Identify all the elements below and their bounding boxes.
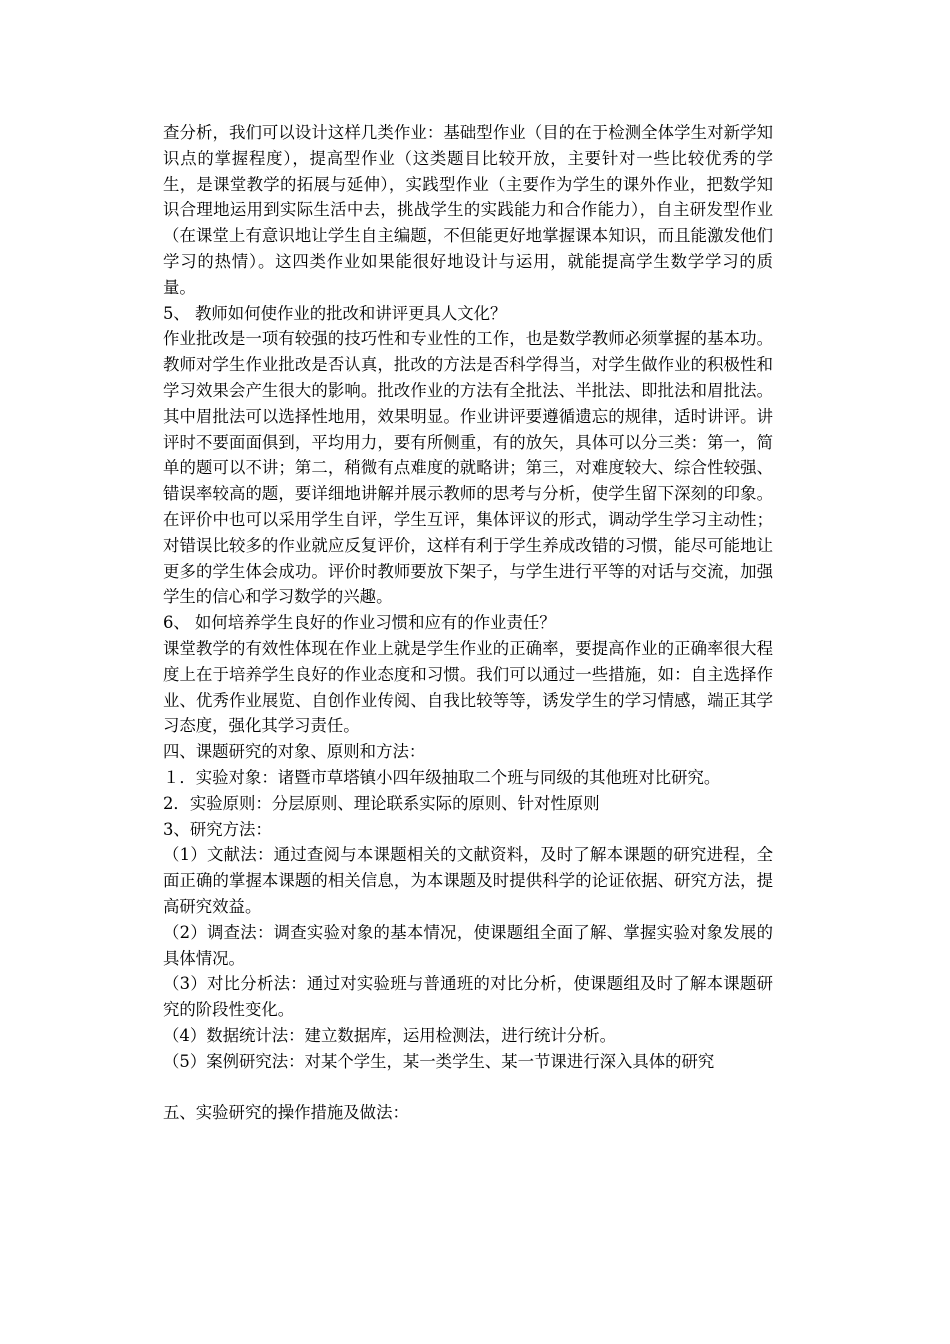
heading-item-6: 6、 如何培养学生良好的作业习惯和应有的作业责任？ <box>163 613 556 633</box>
method-statistics: （4）数据统计法：建立数据库，运用检测法，进行统计分析。 <box>163 1025 616 1045</box>
heading-item-5: 5、 教师如何使作业的批改和讲评更具人文化？ <box>163 303 507 323</box>
method-literature: （1）文献法：通过查阅与本课题相关的文献资料，及时了解本课题的研究进程，全面正确的掌握本课题的相关信息，为本课题及时提供科学的论证依据、研究方法，提高研究效益。 <box>163 845 773 916</box>
heading-methods: 3、研究方法： <box>163 819 272 839</box>
section-heading-5: 五、实验研究的操作措施及做法： <box>163 1103 409 1123</box>
paragraph-grading: 作业批改是一项有较强的技巧性和专业性的工作，也是数学教师必须掌握的基本功。教师对学生作业批改是否认真，批改的方法是否科学得当，对学生做作业的积极性和学习效果会产生很大的影响。批改作业的方法有全批法、半批法、即批法和眉批法。其中眉批法可以选择性地用，效果明显。作业讲评要遵循遗忘的规律，适时讲评。讲评时不要面面俱到，平均用力，要有所侧重，有的放矢，具体可以分三类：第一，简单的题可以不讲；第二，稍微有点难度的就略讲；第三，对难度较大、综合性较强、错误率较高的题，要详细地讲解并展示教师的思考与分析，使学生留下深刻的印象。在评价中也可以采用学生自评，学生互评，集体评议的形式，调动学生学习主动性；对错误比较多的作业就应反复评价，这样有利于学生养成改错的习惯，能尽可能地让更多的学生体会成功。评价时教师要放下架子，与学生进行平等的对话与交流，加强学生的信心和学习数学的兴趣。 <box>163 329 773 607</box>
document-body <box>163 120 773 1126</box>
paragraph-homework-types: 查分析，我们可以设计这样几类作业：基础型作业（目的在于检测全体学生对新学知识点的掌握程度），提高型作业（这类题目比较开放，主要针对一些比较优秀的学生，是课堂教学的拓展与延伸），实践型作业（主要作为学生的课外作业，把数学知识合理地运用到实际生活中去，挑战学生的实践能力和合作能力），自主研发型作业（在课堂上有意识地让学生自主编题，不但能更好地掌握课本知识，而且能激发他们学习的热情）。这四类作业如果能很好地设计与运用，就能提高学生数学学习的质量。 <box>163 123 773 297</box>
method-survey: （2）调查法：调查实验对象的基本情况，使课题组全面了解、掌握实验对象发展的具体情况。 <box>163 922 773 968</box>
blank-line <box>163 1074 773 1100</box>
paragraph-habits: 课堂教学的有效性体现在作业上就是学生作业的正确率，要提高作业的正确率很大程度上在于培养学生良好的作业态度和习惯。我们可以通过一些措施，如：自主选择作业、优秀作业展览、自创作业传阅、自我比较等等，诱发学生的学习情感，端正其学习态度，强化其学习责任。 <box>163 638 773 736</box>
method-case-study: （5）案例研究法：对某个学生，某一类学生、某一节课进行深入具体的研究 <box>163 1051 715 1071</box>
paragraph-subjects: １．实验对象：诸暨市草塔镇小四年级抽取二个班与同级的其他班对比研究。 <box>163 767 721 787</box>
paragraph-principles: 2．实验原则：分层原则、理论联系实际的原则、针对性原则 <box>163 793 600 813</box>
section-heading-4: 四、课题研究的对象、原则和方法： <box>163 742 426 762</box>
method-comparison: （3）对比分析法：通过对实验班与普通班的对比分析，使课题组及时了解本课题研究的阶段性变化。 <box>163 974 773 1020</box>
